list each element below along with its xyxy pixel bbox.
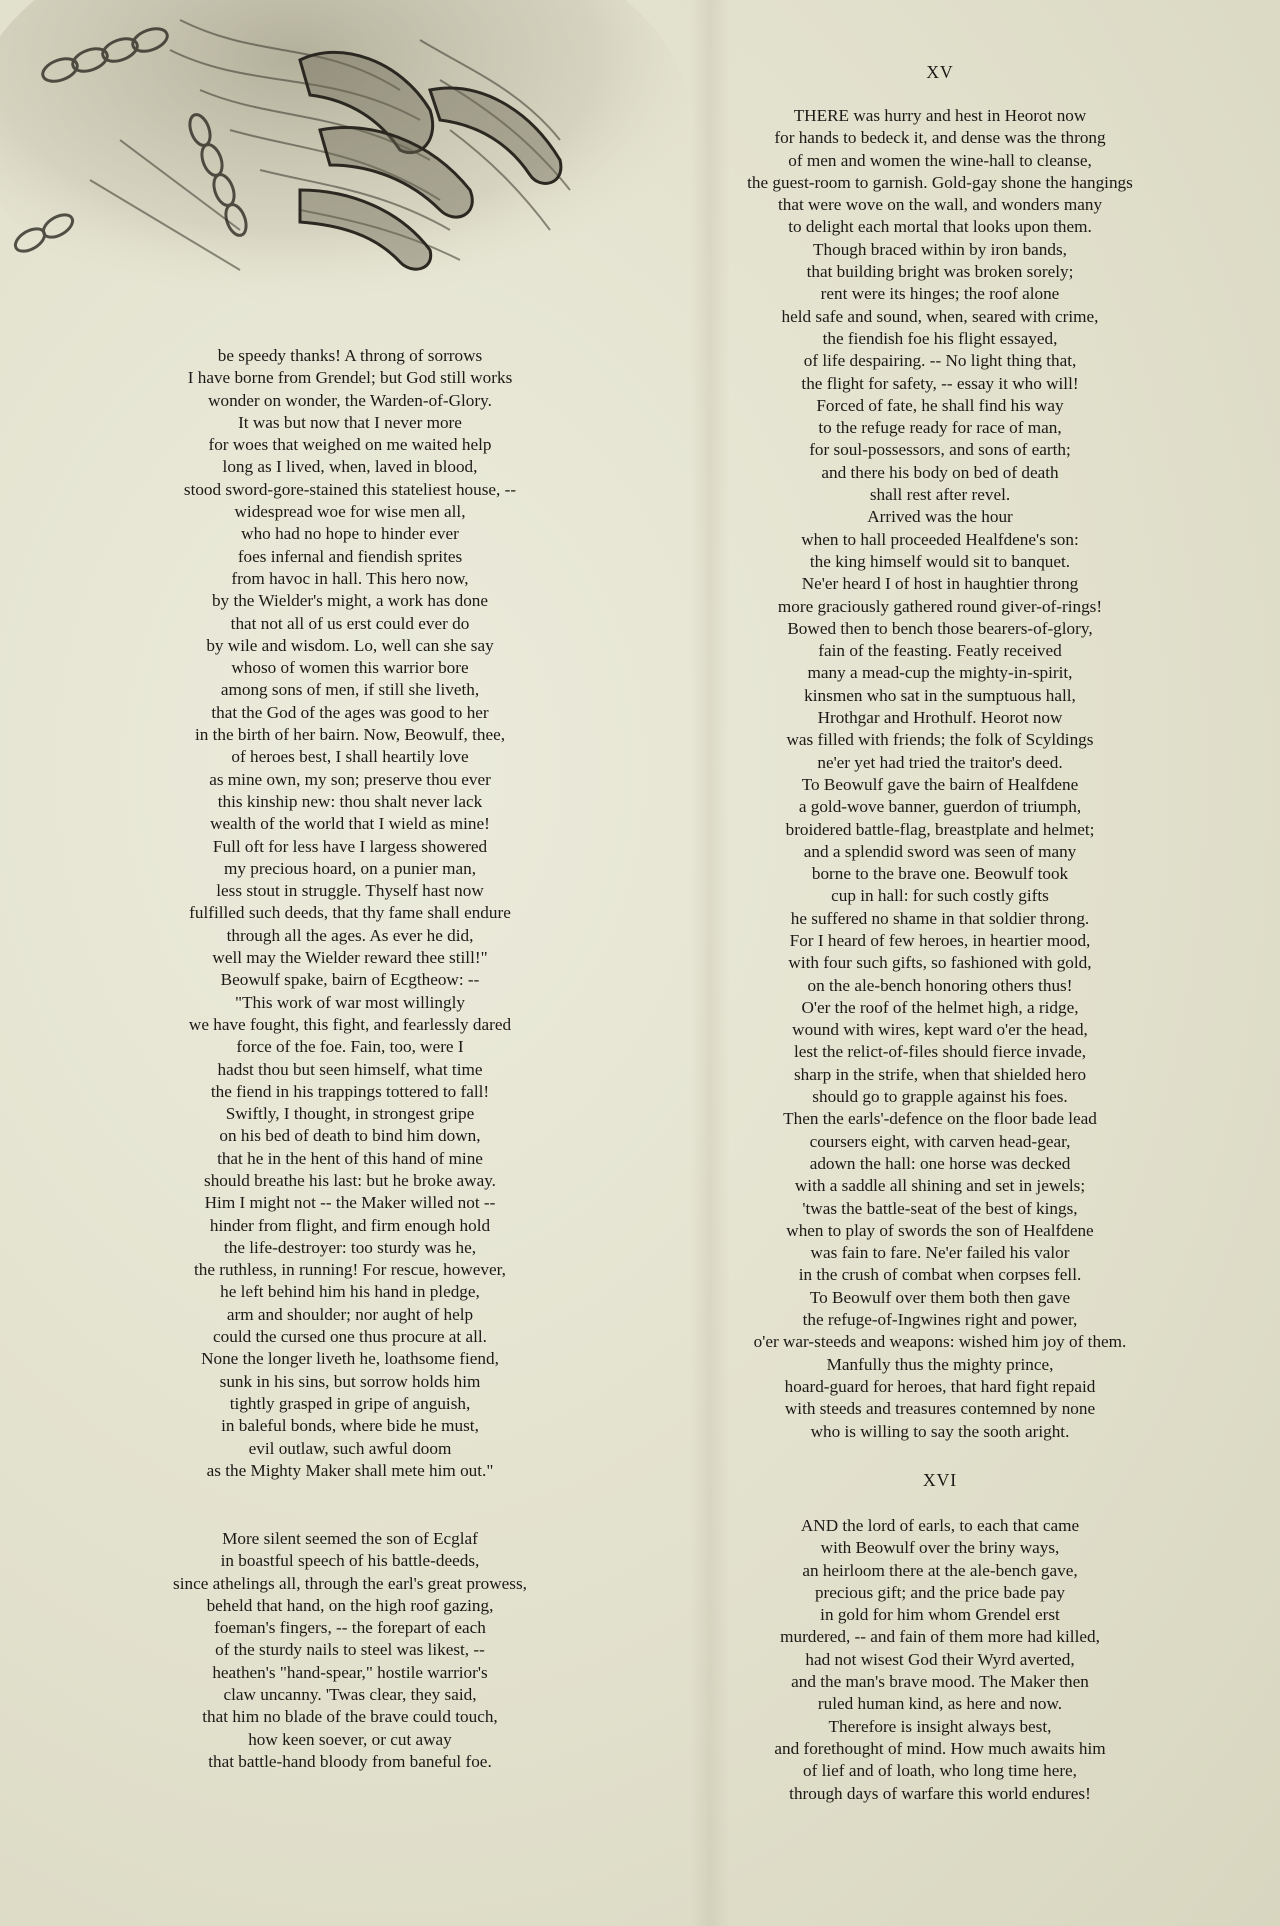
right-column-verse-xvi	[700, 1515, 1180, 1805]
verse-line: kinsmen who sat in the sumptuous hall,	[804, 685, 1076, 705]
verse-line: Arrived was the hour	[867, 507, 1013, 527]
verse-line: for woes that weighed on me waited help	[208, 435, 492, 455]
verse-line: my precious hoard, on a punier man,	[223, 858, 476, 878]
verse-line: fulfilled such deeds, that thy fame shall endure	[189, 903, 511, 923]
verse-line: ruled human kind, as here and now.	[817, 1694, 1063, 1714]
verse-line: to the refuge ready for race of man,	[818, 418, 1062, 438]
verse-line: evil outlaw, such awful doom	[248, 1438, 452, 1458]
verse-line: how keen soever, or cut away	[248, 1729, 452, 1749]
verse-line: had not wisest God their Wyrd averted,	[805, 1649, 1075, 1669]
verse-line: the refuge-of-Ingwines right and power,	[802, 1310, 1078, 1330]
verse-line: on the ale-bench honoring others thus!	[807, 975, 1073, 995]
verse-line: with four such gifts, so fashioned with gold,	[788, 953, 1092, 973]
verse-line: in boastful speech of his battle-deeds,	[220, 1551, 480, 1571]
verse-line: To Beowulf gave the bairn of Healfdene	[801, 774, 1079, 794]
verse-line: for hands to bedeck it, and dense was the throng	[774, 128, 1106, 148]
verse-line: stood sword-gore-stained this stateliest house, --	[183, 479, 517, 499]
left-column-verse	[110, 345, 590, 1482]
verse-line: 'twas the battle-seat of the best of kings,	[802, 1198, 1078, 1218]
verse-line: rent were its hinges; the roof alone	[820, 284, 1060, 304]
verse-line: coursers eight, with carven head-gear,	[809, 1131, 1071, 1151]
verse-line: O'er the roof of the helmet high, a ridge,	[801, 997, 1079, 1017]
verse-line: Forced of fate, he shall find his way	[816, 395, 1064, 415]
verse-line: of the sturdy nails to steel was likest, --	[215, 1640, 485, 1660]
verse-line: arm and shoulder; nor aught of help	[226, 1304, 474, 1324]
verse-line: hinder from flight, and firm enough hold	[209, 1215, 491, 1235]
verse-line: and the man's brave mood. The Maker then	[791, 1672, 1089, 1692]
verse-line: the guest-room to garnish. Gold-gay shone the hangings	[747, 172, 1133, 192]
verse-line: we have fought, this fight, and fearlessly dared	[188, 1014, 512, 1034]
verse-line: many a mead-cup the mighty-in-spirit,	[807, 663, 1073, 683]
verse-line: cup in hall: for such costly gifts	[831, 886, 1049, 906]
verse-line: that battle-hand bloody from baneful foe.	[208, 1751, 492, 1771]
verse-line: hoard-guard for heroes, that hard fight repaid	[784, 1376, 1096, 1396]
verse-line: AND the lord of earls, to each that came	[800, 1516, 1080, 1535]
verse-line: tightly grasped in gripe of anguish,	[229, 1393, 471, 1413]
verse-line: should go to grapple against his foes.	[812, 1087, 1068, 1107]
verse-line: among sons of men, if still she liveth,	[220, 680, 480, 700]
verse-line: when to hall proceeded Healfdene's son:	[801, 529, 1079, 549]
right-column-verse-xv	[700, 105, 1180, 1443]
verse-line: murdered, -- and fain of them more had killed,	[780, 1627, 1100, 1647]
verse-line: the fiendish foe his flight essayed,	[822, 328, 1058, 348]
verse-line: that he in the hent of this hand of mine	[217, 1148, 483, 1168]
verse-line: widespread woe for wise men all,	[234, 502, 466, 522]
verse-line: that building bright was broken sorely;	[806, 262, 1074, 282]
verse-line: he left behind him his hand in pledge,	[220, 1282, 480, 1302]
verse-line: More silent seemed the son of Ecglaf	[222, 1529, 478, 1548]
verse-line: by the Wielder's might, a work has done	[211, 591, 489, 611]
verse-line: borne to the brave one. Beowulf took	[811, 864, 1069, 884]
verse-line: through all the ages. As ever he did,	[226, 925, 474, 945]
verse-line: with a saddle all shining and set in jewels;	[794, 1176, 1086, 1196]
verse-line: broidered battle-flag, breastplate and helmet;	[785, 819, 1095, 839]
verse-line: Therefore is insight always best,	[828, 1716, 1052, 1736]
verse-line: with steeds and treasures contemned by none	[784, 1399, 1096, 1419]
verse-line: and a splendid sword was seen of many	[803, 841, 1077, 861]
verse-line: shall rest after revel.	[869, 485, 1011, 505]
verse-line: since athelings all, through the earl's great prowess,	[173, 1573, 527, 1593]
verse-line: lest the relict-of-files should fierce invade,	[793, 1042, 1087, 1062]
verse-line: and there his body on bed of death	[821, 462, 1059, 482]
verse-line: more graciously gathered round giver-of-rings!	[777, 596, 1103, 616]
left-column-verse-continued	[110, 1528, 590, 1773]
verse-line: the ruthless, in running! For rescue, however,	[194, 1260, 506, 1280]
verse-line: To Beowulf over them both then gave	[809, 1287, 1071, 1307]
verse-line: wonder on wonder, the Warden-of-Glory.	[208, 390, 492, 410]
verse-line: of lief and of loath, who long time here,	[803, 1761, 1077, 1781]
verse-line: sharp in the strife, when that shielded hero	[793, 1064, 1087, 1084]
verse-line: Beowulf spake, bairn of Ecgtheow: --	[220, 970, 480, 990]
verse-line: a gold-wove banner, guerdon of triumph,	[798, 797, 1082, 817]
verse-line: "This work of war most willingly	[235, 992, 465, 1012]
verse-line: heathen's "hand-spear," hostile warrior's	[212, 1662, 488, 1682]
verse-line: beheld that hand, on the high roof gazing,	[206, 1595, 494, 1615]
verse-line: by wile and wisdom. Lo, well can she say	[206, 635, 494, 655]
verse-line: foeman's fingers, -- the forepart of each	[214, 1618, 486, 1638]
verse-line: Hrothgar and Hrothulf. Heorot now	[817, 708, 1063, 728]
verse-line: and forethought of mind. How much awaits him	[774, 1738, 1106, 1758]
verse-line: of men and women the wine-hall to cleanse,	[788, 150, 1092, 170]
verse-line: as the Mighty Maker shall mete him out."	[206, 1460, 494, 1480]
verse-line: through days of warfare this world endures!	[789, 1783, 1091, 1803]
verse-line: was filled with friends; the folk of Scyldings	[786, 730, 1094, 750]
verse-line: to delight each mortal that looks upon them.	[788, 217, 1092, 237]
verse-line: foes infernal and fiendish sprites	[237, 546, 463, 566]
verse-line: adown the hall: one horse was decked	[809, 1153, 1071, 1173]
verse-line: in gold for him whom Grendel erst	[820, 1605, 1060, 1625]
verse-line: with Beowulf over the briny ways,	[820, 1538, 1060, 1558]
verse-line: wealth of the world that I wield as mine!	[210, 814, 490, 834]
verse-line: from havoc in hall. This hero now,	[231, 568, 469, 588]
verse-line: I have borne from Grendel; but God still works	[187, 368, 513, 388]
verse-line: Though braced within by iron bands,	[813, 239, 1067, 259]
verse-line: Then the earls'-defence on the floor bade lead	[783, 1109, 1097, 1129]
verse-line: Manfully thus the mighty prince,	[826, 1354, 1054, 1374]
verse-line: fain of the feasting. Featly received	[818, 641, 1062, 661]
verse-line: o'er war-steeds and weapons: wished him joy of them.	[753, 1332, 1127, 1352]
verse-line: that not all of us erst could ever do	[230, 613, 470, 633]
verse-line: he suffered no shame in that soldier throng.	[790, 908, 1090, 928]
verse-line: that were wove on the wall, and wonders many	[777, 195, 1103, 215]
verse-line: held safe and sound, when, seared with crime,	[781, 306, 1099, 326]
verse-line: as mine own, my son; preserve thou ever	[209, 769, 491, 789]
verse-line: that the God of the ages was good to her	[211, 702, 489, 722]
verse-line: an heirloom there at the ale-bench gave,	[802, 1560, 1078, 1580]
verse-line: this kinship new: thou shalt never lack	[217, 791, 483, 811]
verse-line: in baleful bonds, where bide he must,	[221, 1416, 479, 1436]
verse-line: wound with wires, kept ward o'er the head,	[792, 1020, 1088, 1040]
chained-monster-claw-icon	[0, 0, 700, 330]
chapter-heading-xvi: XVI	[922, 1470, 958, 1490]
verse-line: was fain to fare. Ne'er failed his valor	[810, 1243, 1070, 1263]
verse-line: who had no hope to hinder ever	[241, 524, 459, 544]
verse-line: well may the Wielder reward thee still!"	[212, 948, 488, 968]
verse-line: precious gift; and the price bade pay	[814, 1582, 1066, 1602]
verse-line: the king himself would sit to banquet.	[809, 551, 1071, 571]
verse-line: claw uncanny. 'Twas clear, they said,	[223, 1685, 477, 1705]
verse-line: Ne'er heard I of host in haughtier throng	[801, 574, 1079, 594]
verse-line: For I heard of few heroes, in heartier mood,	[789, 930, 1091, 950]
verse-line: It was but now that I never more	[238, 412, 462, 432]
verse-line: the fiend in his trappings tottered to fall!	[210, 1081, 490, 1101]
verse-line: Him I might not -- the Maker willed not --	[204, 1193, 496, 1213]
verse-line: Swiftly, I thought, in strongest gripe	[225, 1104, 475, 1124]
verse-line: Full oft for less have I largess showered	[212, 836, 488, 856]
verse-line: for soul-possessors, and sons of earth;	[809, 440, 1071, 460]
verse-line: ne'er yet had tried the traitor's deed.	[817, 752, 1063, 772]
verse-line: long as I lived, when, laved in blood,	[222, 457, 478, 477]
verse-line: be speedy thanks! A throng of sorrows	[217, 346, 483, 365]
verse-line: that him no blade of the brave could touch,	[202, 1707, 498, 1727]
chapter-heading-xv: XV	[926, 62, 954, 82]
verse-line: the flight for safety, -- essay it who will!	[801, 373, 1079, 393]
verse-line: of heroes best, I shall heartily love	[231, 747, 469, 767]
verse-line: who is willing to say the sooth aright.	[810, 1421, 1070, 1441]
verse-line: hadst thou but seen himself, what time	[217, 1059, 483, 1079]
verse-line: force of the foe. Fain, too, were I	[236, 1037, 464, 1057]
verse-line: on his bed of death to bind him down,	[219, 1126, 481, 1146]
verse-line: sunk in his sins, but sorrow holds him	[219, 1371, 481, 1391]
verse-line: in the birth of her bairn. Now, Beowulf, thee,	[194, 725, 506, 745]
verse-line: the life-destroyer: too sturdy was he,	[223, 1237, 476, 1257]
verse-line: when to play of swords the son of Healfdene	[786, 1220, 1094, 1240]
verse-line: should breathe his last: but he broke away.	[204, 1170, 496, 1190]
verse-line: in the crush of combat when corpses fell.	[798, 1265, 1082, 1285]
verse-line: less stout in struggle. Thyself hast now	[216, 881, 484, 901]
verse-line: of life despairing. -- No light thing that,	[803, 351, 1077, 371]
verse-line: could the cursed one thus procure at all.	[213, 1327, 487, 1347]
verse-line: THERE was hurry and hest in Heorot now	[793, 106, 1087, 125]
verse-line: Bowed then to bench those bearers-of-glory,	[787, 618, 1093, 638]
verse-line: None the longer liveth he, loathsome fiend,	[201, 1349, 499, 1369]
verse-line: whoso of women this warrior bore	[231, 658, 469, 678]
